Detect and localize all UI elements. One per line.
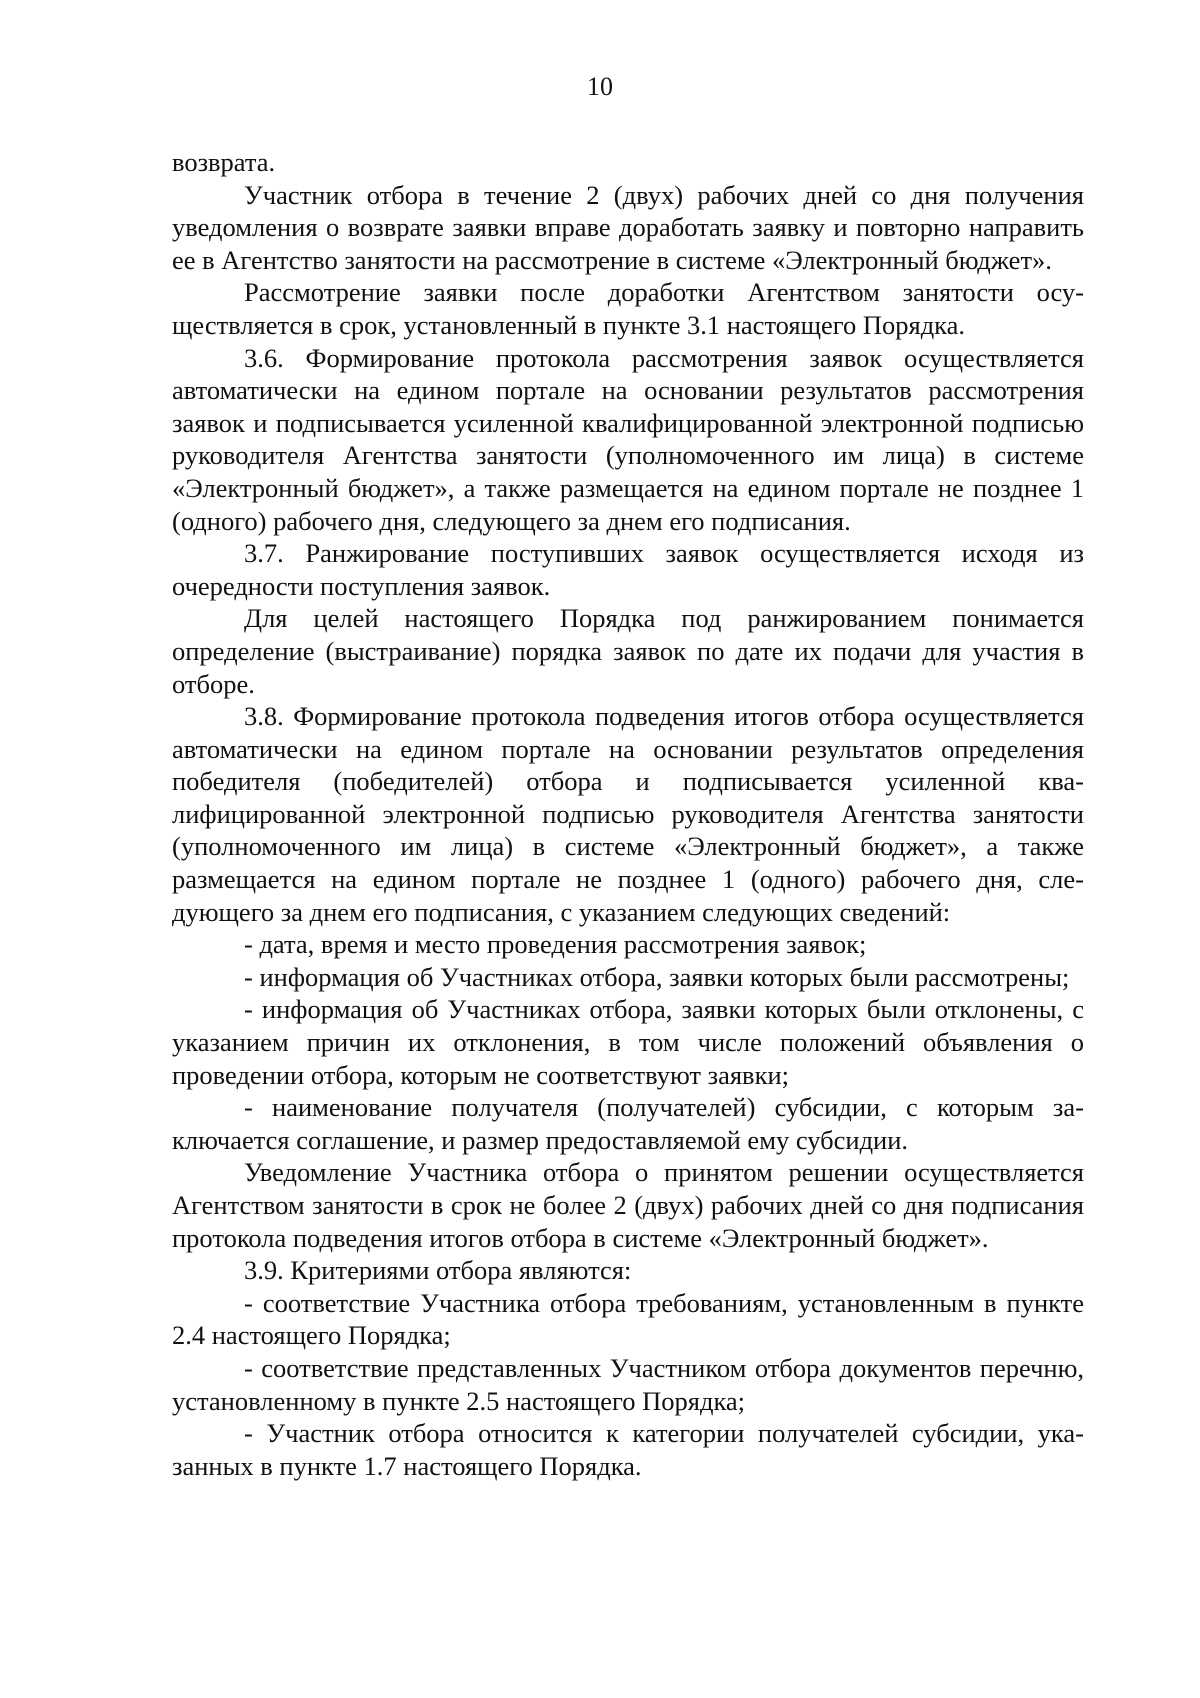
paragraph: Участник отбора в течение 2 (двух) рабочих дней со дня получения уведомления о возврате заявки вправе доработать заявку и повторно направить ее в Агентство занятости на рассмотрение в системе «Электронный бюджет».	[172, 179, 1084, 275]
paragraph: - соответствие Участника отбора требованиям, установленным в пункте 2.4 настоящего Порядка;	[172, 1287, 1084, 1351]
paragraph: - информация об Участниках отбора, заявки которых были рассмотрены;	[244, 961, 1070, 992]
paragraph: - наименование получателя (получателей) субсидии, с которым заключается соглашение, и размер предоставляемой ему субсидии.	[172, 1092, 1084, 1155]
paragraph: - дата, время и место проведения рассмотрения заявок;	[244, 929, 867, 960]
paragraph: Уведомление Участника отбора о принятом решении осуществляется Агентством занятости в срок не более 2 (двух) рабочих дней со дня подписания протокола подведения итогов отбора в системе «Электронный бюджет».	[172, 1157, 1084, 1253]
paragraph: - Участник отбора относится к категории получателей субсидии, указанных в пункте 1.7 настоящего Порядка.	[172, 1418, 1084, 1481]
paragraph: - соответствие представленных Участником отбора документов перечню, установленному в пункте 2.5 настоящего Порядка;	[172, 1352, 1084, 1416]
document-body	[172, 146, 1084, 1482]
paragraph: возврата.	[172, 147, 276, 177]
paragraph: Рассмотрение заявки после доработки Агентством занятости осуществляется в срок, установленный в пункте 3.1 настоящего Порядка.	[172, 277, 1084, 340]
paragraph: 3.9. Критериями отбора являются:	[244, 1255, 632, 1286]
paragraph: - информация об Участниках отбора, заявки которых были отклонены, с указанием причин их отклонения, в том числе положений объявления о проведении отбора, которым не соответствуют заявки;	[172, 994, 1084, 1090]
paragraph: Для целей настоящего Порядка под ранжированием понимается определение (выстраивание) порядка заявок по дате их подачи для участия в отборе.	[172, 603, 1084, 699]
page-number: 10	[587, 72, 613, 101]
paragraph: 3.8. Формирование протокола подведения итогов отбора осуществляется автоматически на едином портале на основании результатов определения победителя (победителей) отбора и подписывается усиленной квалифицированной электронной подписью руководителя Агентства занятости (уполномоченного им лица) в системе «Электронный бюджет», а также размещается на едином портале не позднее 1 (одного) рабочего дня, следующего за днем его подписания, с указанием следующих сведений:	[172, 701, 1084, 927]
paragraph: 3.7. Ранжирование поступивших заявок осуществляется исходя из очередности поступления заявок.	[172, 538, 1084, 601]
paragraph: 3.6. Формирование протокола рассмотрения заявок осуществляется автоматически на едином портале на основании результатов рассмотрения заявок и подписывается усиленной квалифицированной электронной подписью руководителя Агентства занятости (уполномоченного им лица) в системе «Электронный бюджет», а также размещается на едином портале не позднее 1 (одного) рабочего дня, следующего за днем его подписания.	[172, 342, 1084, 536]
